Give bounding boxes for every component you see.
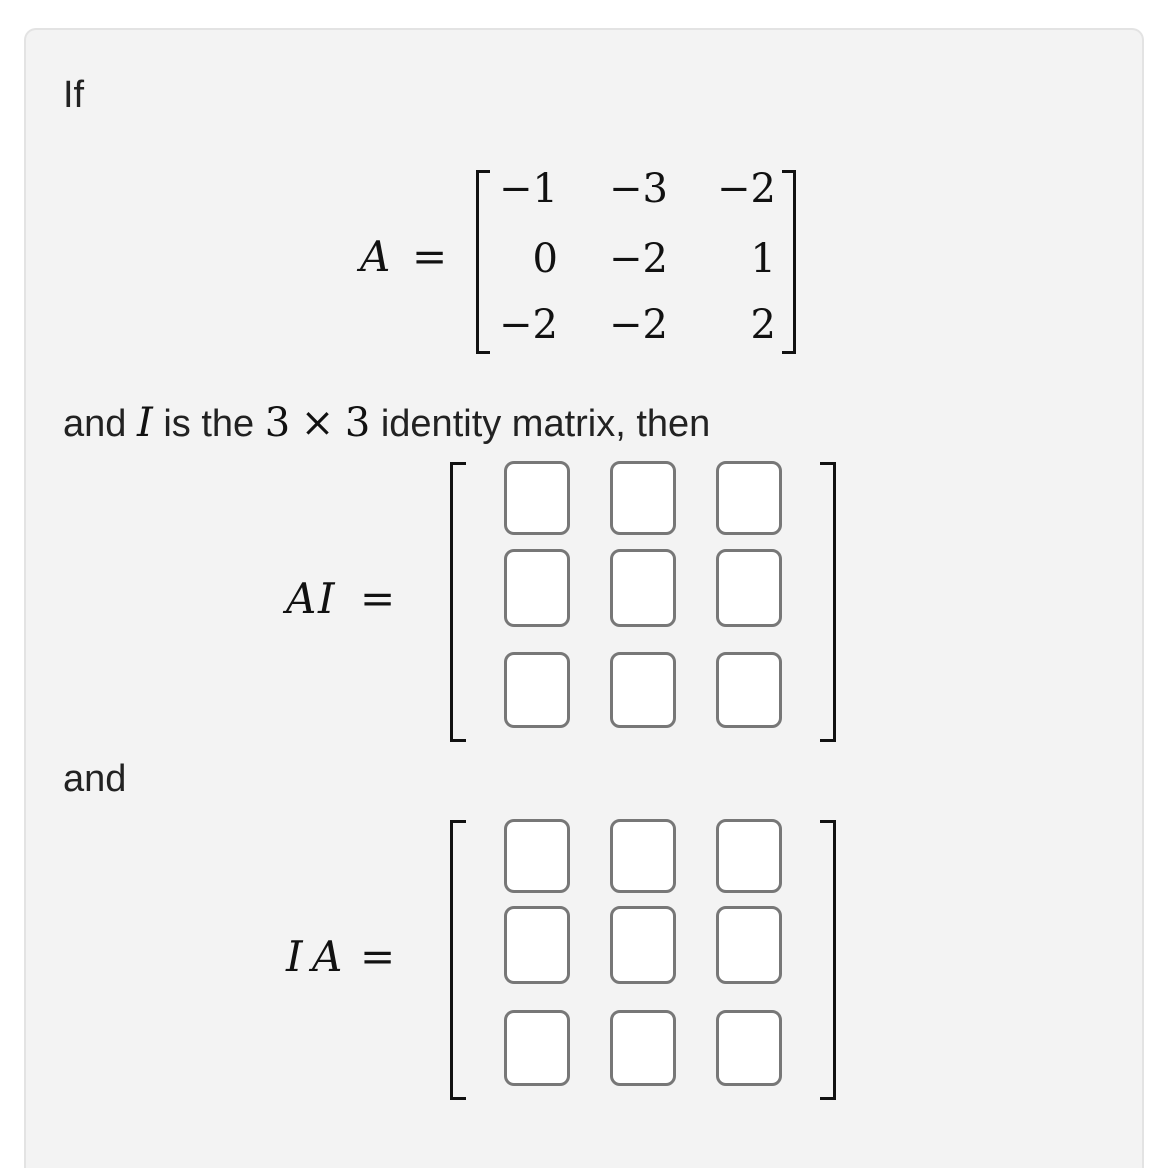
ia-cell-2-2[interactable] — [610, 906, 676, 984]
question-card — [24, 28, 1144, 1168]
ai-label-i: I — [318, 574, 335, 623]
ia-cell-3-1[interactable] — [504, 1010, 570, 1086]
sentence-part: identity matrix, then — [380, 403, 711, 445]
ai-cell-1-2[interactable] — [610, 461, 676, 535]
ai-cell-2-3[interactable] — [716, 549, 782, 627]
ai-right-bracket — [820, 462, 836, 742]
identity-var: I — [136, 400, 153, 446]
matrix-a-right-bracket — [782, 170, 796, 354]
ia-right-bracket — [820, 820, 836, 1100]
matrix-a-entry: −2 — [717, 166, 776, 212]
ia-cell-2-3[interactable] — [716, 906, 782, 984]
matrix-a-entry: −2 — [609, 236, 668, 282]
matrix-a-entry: 1 — [750, 236, 776, 282]
matrix-a-entry: 0 — [532, 236, 558, 282]
matrix-a-entry: −2 — [609, 302, 668, 348]
ai-cell-2-2[interactable] — [610, 549, 676, 627]
matrix-a-entry: 2 — [750, 302, 776, 348]
ai-cell-3-1[interactable] — [504, 652, 570, 728]
ia-label-a: A — [312, 932, 343, 981]
ia-cell-3-3[interactable] — [716, 1010, 782, 1086]
ai-label-a: A — [286, 574, 317, 623]
ia-left-bracket — [450, 820, 466, 1100]
ai-left-bracket — [450, 462, 466, 742]
matrix-a-label: A — [360, 232, 391, 281]
ai-cell-1-3[interactable] — [716, 461, 782, 535]
ia-cell-2-1[interactable] — [504, 906, 570, 984]
intro-text: If — [63, 74, 85, 116]
ia-label-i: I — [286, 932, 303, 981]
ia-equals: = — [360, 932, 396, 981]
ia-cell-1-2[interactable] — [610, 819, 676, 893]
identity-sentence — [63, 400, 710, 446]
ai-cell-2-1[interactable] — [504, 549, 570, 627]
ai-cell-3-2[interactable] — [610, 652, 676, 728]
dimension-m: 3 — [344, 400, 371, 446]
matrix-a-entry: −2 — [499, 302, 558, 348]
matrix-a-equals: = — [412, 232, 448, 281]
dimension-n: 3 — [264, 400, 291, 446]
ia-cell-1-3[interactable] — [716, 819, 782, 893]
matrix-a-entry: −1 — [499, 166, 558, 212]
matrix-a-entry: −3 — [609, 166, 668, 212]
times-symbol: × — [300, 400, 335, 446]
ai-equals: = — [360, 574, 396, 623]
ai-cell-1-1[interactable] — [504, 461, 570, 535]
connector-text: and — [63, 758, 127, 800]
sentence-part: is the — [163, 403, 255, 445]
ia-cell-3-2[interactable] — [610, 1010, 676, 1086]
sentence-part: and — [63, 403, 127, 445]
ai-cell-3-3[interactable] — [716, 652, 782, 728]
ia-cell-1-1[interactable] — [504, 819, 570, 893]
